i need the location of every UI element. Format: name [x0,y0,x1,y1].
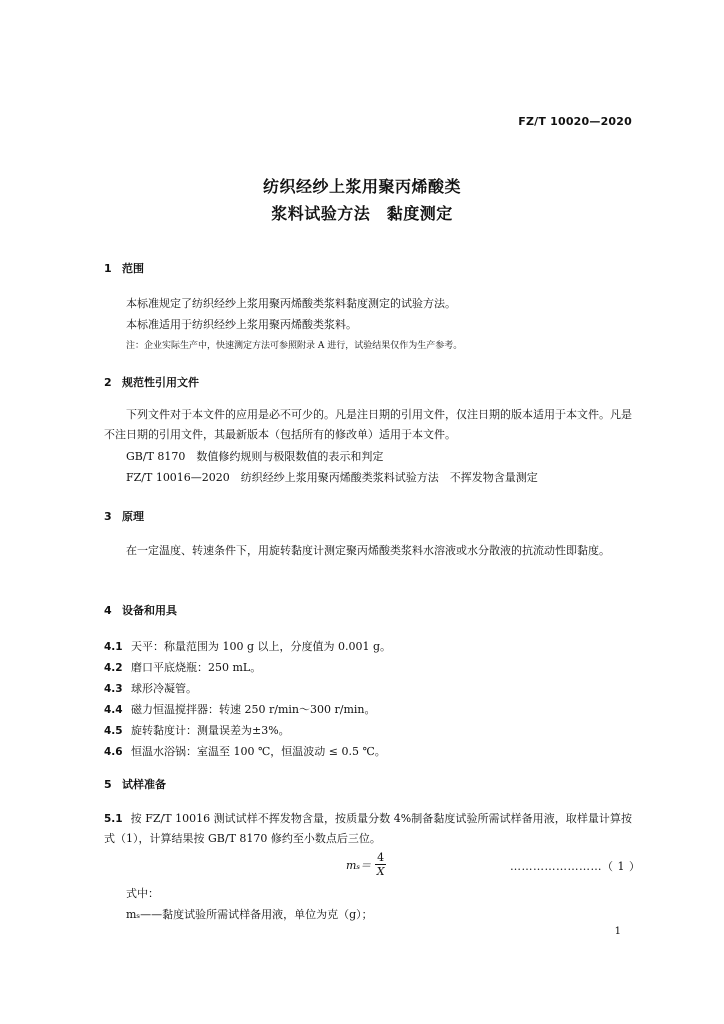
item-text: 磁力恒温搅拌器：转速 250 r/min～300 r/min。 [131,703,376,716]
reference-fzt-10016: FZ/T 10016—2020 纺织经纱上浆用聚丙烯酸类浆料试验方法 不挥发物含量测定 [126,471,538,484]
equipment-item [104,659,261,675]
equipment-item [104,701,375,717]
formula-numerator: 4 [377,851,385,864]
section-number: 5 [104,778,112,791]
item-number: 4.1 [104,641,123,653]
item-text: 磨口平底烧瓶：250 mL。 [131,661,262,674]
item-number: 4.5 [104,725,123,737]
section-number: 4 [104,604,112,617]
sample-prep-paragraph [104,809,632,849]
item-text: 旋转黏度计：测量误差为±3%。 [131,724,290,737]
principle-paragraph: 在一定温度、转速条件下，用旋转黏度计测定聚丙烯酸类浆料水溶液或水分散液的抗流动性即黏度。 [126,544,610,557]
section-title: 范围 [122,262,144,275]
section-1-heading [104,260,144,276]
references-paragraph: 下列文件对于本文件的应用是必不可少的。凡是注日期的引用文件，仅注日期的版本适用于本文件。凡是不注日期的引用文件，其最新版本（包括所有的修改单）适用于本文件。 [104,408,632,441]
item-text: 天平：称量范围为 100 g 以上，分度值为 0.001 g。 [131,640,392,653]
subsection-text: 按 FZ/T 10016 测试试样不挥发物含量，按质量分数 4%制备黏度试验所需试样备用液，取样量计算按式（1），计算结果按 GB/T 8170 修约至小数点后三位。 [104,812,632,845]
formula-1 [346,851,386,878]
variable-definition: mₛ——黏度试验所需试样备用液，单位为克（g）； [126,908,373,921]
section-3-heading [104,508,144,524]
title-line-2: 浆料试验方法 黏度测定 [271,204,453,223]
equipment-item [104,722,290,738]
section-number: 3 [104,510,112,523]
formula-lhs: mₛ＝ [346,858,372,872]
item-number: 4.2 [104,662,123,674]
section-4-heading [104,602,177,618]
formula-denominator: X [376,865,385,878]
section-number: 2 [104,376,112,389]
standard-number: FZ/T 10020—2020 [518,115,632,128]
section-title: 原理 [122,510,144,523]
scope-note: 注：企业实际生产中，快速测定方法可参照附录 A 进行，试验结果仅作为生产参考。 [126,341,463,351]
where-label: 式中： [126,887,159,900]
item-text: 恒温水浴锅：室温至 100 ℃，恒温波动 ≤ 0.5 ℃。 [131,745,386,758]
scope-paragraph-1: 本标准规定了纺织经纱上浆用聚丙烯酸类浆料黏度测定的试验方法。 [126,297,456,310]
formula-fraction [375,851,386,878]
page-number: 1 [614,926,621,937]
equipment-item [104,638,391,654]
section-2-heading [104,374,199,390]
section-5-heading [104,776,166,792]
item-number: 4.6 [104,746,123,758]
item-number: 4.3 [104,683,123,695]
reference-gbt-8170: GB/T 8170 数值修约规则与极限数值的表示和判定 [126,450,384,463]
formula-number: ……………………（ 1 ） [510,860,641,873]
section-title: 设备和用具 [122,604,177,617]
item-number: 4.4 [104,704,123,716]
section-title: 试样准备 [122,778,166,791]
section-number: 1 [104,262,112,275]
item-text: 球形冷凝管。 [131,682,197,695]
equipment-item [104,743,386,759]
title-line-1: 纺织经纱上浆用聚丙烯酸类 [262,177,461,196]
equipment-item [104,680,197,696]
subsection-number: 5.1 [104,813,123,825]
section-title: 规范性引用文件 [122,376,199,389]
scope-paragraph-2: 本标准适用于纺织经纱上浆用聚丙烯酸类浆料。 [126,318,357,331]
